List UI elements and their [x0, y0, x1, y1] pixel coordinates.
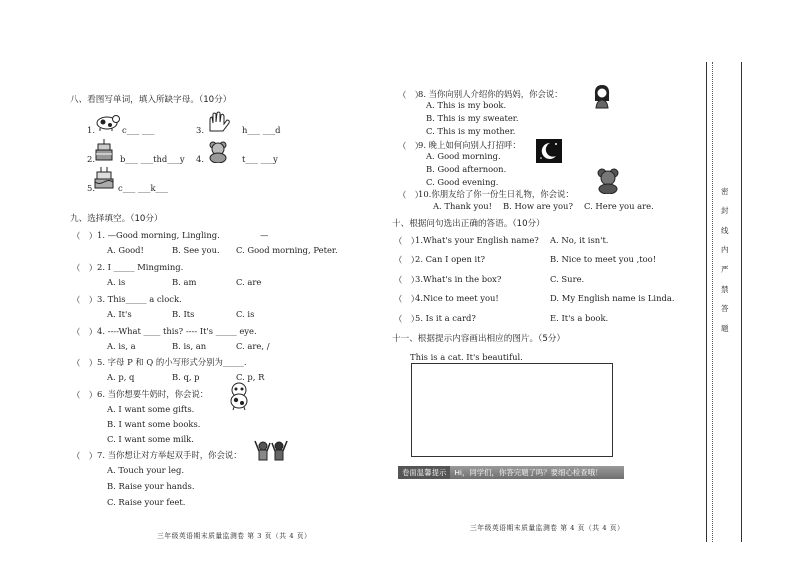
q10-text: 10.你朋友给了你一份生日礼物，你会说：: [418, 189, 574, 199]
s9-q4-c: C. are, /: [236, 341, 270, 351]
s9-q3-a: A. It's: [107, 309, 132, 319]
s10-a5: E. It's a book.: [550, 313, 609, 323]
binding-dotted-line: [712, 62, 713, 542]
s9-q1-a: A. Good!: [107, 245, 144, 255]
section-8-title: 八、看图写单词，填入所缺字母。（10分）: [70, 95, 232, 105]
s9-q3-text: 3. This_____ a clock.: [97, 294, 182, 304]
q10-paren[interactable]: （ ）: [398, 190, 424, 200]
s10-q2-paren[interactable]: （ ）: [394, 255, 420, 265]
section-11-title: 十一、根据提示内容画出相应的图片。（5分）: [392, 334, 566, 344]
s9-q2-a: A. is: [107, 277, 126, 287]
s8-word-4: t___ ___y: [242, 154, 278, 164]
s10-a2: B. Nice to meet you ,too!: [550, 254, 657, 264]
q8-c: C. This is my mother.: [426, 126, 516, 136]
drawing-area[interactable]: [411, 363, 613, 457]
s9-q7-c: C. Raise your feet.: [107, 497, 186, 507]
s8-num-5: 5.: [87, 183, 95, 193]
s9-q2-c: C. are: [236, 277, 262, 287]
left-page-footer: 三年级英语期末质量监测卷 第 3 页（共 4 页）: [157, 532, 312, 540]
cow-icon: [94, 112, 120, 132]
s8-num-1: 1.: [87, 125, 95, 135]
s10-q2: 2. Can I open it?: [415, 254, 486, 264]
s9-q4-a: A. is, a: [107, 341, 136, 351]
q9-a: A. Good morning.: [426, 151, 501, 161]
s10-q4: 4.Nice to meet you!: [415, 293, 499, 303]
s11-prompt: This is a cat. It's beautiful.: [410, 352, 523, 362]
q10-b: B. How are you?: [503, 201, 573, 211]
kids-raising-hands-icon: [253, 438, 289, 464]
s9-q4-paren[interactable]: （ ）: [72, 327, 98, 337]
s9-q6-b: B. I want some books.: [107, 419, 201, 429]
s8-word-3: h___ ___d: [242, 125, 281, 135]
s9-q2-b: B. am: [172, 277, 197, 287]
s9-q5-c: C. p, R: [236, 372, 265, 382]
side-char-1: 密: [721, 187, 729, 196]
s9-q6-paren[interactable]: （ ）: [72, 390, 98, 400]
q9-b: B. Good afternoon.: [426, 164, 507, 174]
teddy-gift-icon: [594, 168, 622, 194]
section-10-title: 十、根据问句选出正确的答语。（10分）: [392, 219, 545, 229]
s8-word-5: c___ ___k___: [118, 183, 169, 193]
side-char-2: 封: [721, 206, 729, 215]
s9-q1-text: 1. —Good morning, Lingling.: [97, 230, 220, 240]
s9-q3-b: B. Its: [172, 309, 195, 319]
s9-q4-text: 4. ----What ____ this? ---- It's _____ eye.: [97, 326, 257, 336]
q9-c: C. Good evening.: [426, 177, 499, 187]
mother-icon: [591, 83, 613, 109]
s9-q1-c: C. Good morning, Peter.: [236, 245, 338, 255]
s9-q5-b: B. q, p: [172, 372, 200, 382]
s9-q3-c: C. is: [236, 309, 255, 319]
s9-q6-a: A. I want some gifts.: [107, 404, 195, 414]
s9-q3-paren[interactable]: （ ）: [72, 295, 98, 305]
side-char-7: 答: [721, 304, 729, 313]
teddy-bear-icon: [205, 141, 231, 163]
s9-q5-a: A. p, q: [107, 372, 135, 382]
cake-icon: [94, 166, 114, 190]
section-9-title: 九、选择填空。（10分）: [70, 214, 163, 224]
hand-icon: [205, 111, 233, 133]
s10-q1-paren[interactable]: （ ）: [394, 236, 420, 246]
side-char-4: 内: [721, 245, 729, 254]
s9-q7-text: 7. 当你想让对方举起双手时，你会说：: [97, 450, 242, 460]
binding-line: [706, 62, 707, 542]
birthday-cake-icon: [94, 138, 114, 162]
s9-q6-c: C. I want some milk.: [107, 434, 194, 444]
q8-a: A. This is my book.: [426, 100, 507, 110]
side-char-3: 线: [721, 226, 729, 235]
q10-a: A. Thank you!: [433, 201, 493, 211]
side-char-8: 题: [721, 324, 729, 333]
tip-banner: [398, 466, 624, 479]
q8-paren[interactable]: （ ）: [398, 90, 424, 100]
s8-num-4: 4.: [196, 154, 204, 164]
q9-paren[interactable]: （ ）: [398, 141, 424, 151]
q10-c: C. Here you are.: [584, 201, 654, 211]
s9-q7-b: B. Raise your hands.: [107, 481, 195, 491]
tip-label: 卷面温馨提示: [398, 466, 450, 479]
s10-a1: A. No, it isn't.: [550, 235, 609, 245]
night-moon-icon: [536, 139, 562, 163]
s8-num-2: 2.: [87, 154, 95, 164]
s10-q5-paren[interactable]: （ ）: [394, 314, 420, 324]
q8-b: B. This is my sweater.: [426, 113, 519, 123]
s9-q1-paren[interactable]: （ ）: [72, 231, 98, 241]
s9-q2-paren[interactable]: （ ）: [72, 263, 98, 273]
s10-q1: 1.What's your English name?: [415, 235, 539, 245]
s8-word-1: c___ ___: [122, 125, 155, 135]
side-char-5: 严: [721, 265, 729, 274]
s9-q1-b: B. See you.: [172, 245, 220, 255]
tip-text: Hi，同学们，你答完题了吗？要细心检查哦！: [454, 468, 603, 477]
s10-q3-paren[interactable]: （ ）: [394, 275, 420, 285]
s10-q5: 5. Is it a card?: [415, 313, 476, 323]
s10-a4: D. My English name is Linda.: [550, 293, 675, 303]
q8-text: 8. 当你向别人介绍你的妈妈，你会说：: [418, 89, 563, 99]
right-page-footer: 三年级英语期末质量监测卷 第 4 页（共 4 页）: [470, 524, 625, 532]
s10-q4-paren[interactable]: （ ）: [394, 294, 420, 304]
s9-q7-a: A. Touch your leg.: [107, 465, 184, 475]
s10-a3: C. Sure.: [550, 274, 585, 284]
s9-q4-b: B. is, an: [172, 341, 207, 351]
s9-q1-extra: —: [260, 230, 269, 240]
binding-line-right: [741, 62, 742, 542]
side-char-6: 禁: [721, 285, 729, 294]
s9-q5-paren[interactable]: （ ）: [72, 358, 98, 368]
q9-text: 9. 晚上如何向别人打招呼：: [418, 140, 521, 150]
s10-q3: 3.What's in the box?: [415, 274, 502, 284]
s9-q2-text: 2. I _____ Mingming.: [97, 262, 184, 272]
s9-q5-text: 5. 字母 P 和 Q 的小写形式分别为_____.: [97, 357, 247, 367]
s8-num-3: 3.: [196, 125, 204, 135]
s9-q6-text: 6. 当你想要牛奶时，你会说：: [97, 389, 209, 399]
s9-q7-paren[interactable]: （ ）: [72, 451, 98, 461]
s8-word-2: b___ ___thd___y: [120, 154, 185, 164]
milk-cow-icon: [228, 381, 250, 411]
